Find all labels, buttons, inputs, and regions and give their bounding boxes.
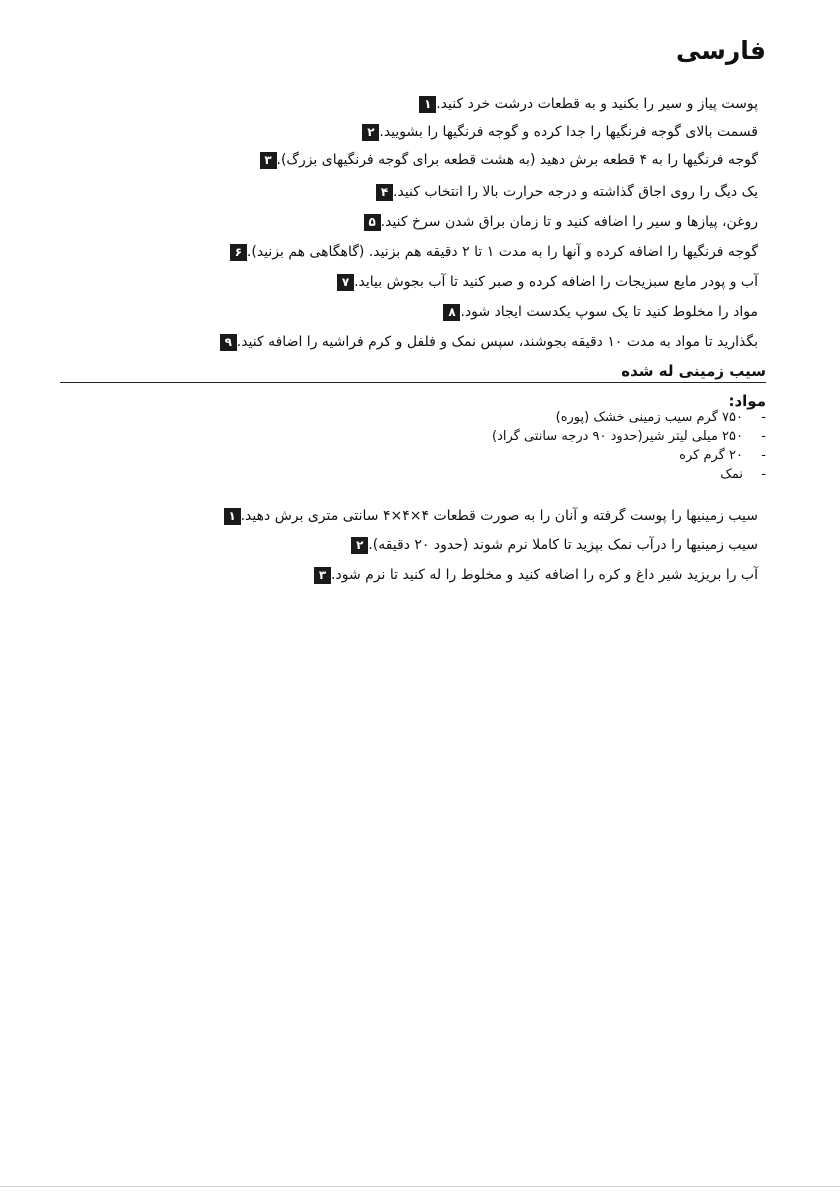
- ingredients-heading: مواد:: [728, 392, 766, 410]
- recipe1-step: [364, 212, 765, 232]
- ingredient-dash: -: [761, 448, 766, 463]
- ingredient-item: نمک: [720, 467, 743, 482]
- recipe1-step: [337, 272, 765, 292]
- recipe1-step: [419, 94, 765, 114]
- step-number-badge: ۳: [314, 567, 331, 584]
- ingredient-item: ۲۵۰ میلی لیتر شیر(حدود ۹۰ درجه سانتی گراد): [492, 429, 743, 444]
- ingredient-dash: -: [761, 429, 766, 444]
- step-text: قسمت بالای گوجه فرنگیها را جدا کرده و گوجه فرنگیها را بشویید.: [379, 124, 758, 140]
- step-number-badge: ۲: [362, 124, 379, 141]
- recipe2-step: [224, 506, 765, 526]
- recipe1-step: [443, 302, 765, 322]
- step-number-badge: ۱: [224, 508, 241, 525]
- ingredient-dash: -: [761, 467, 766, 482]
- ingredient-item: ۷۵۰ گرم سیب زمینی خشک (پوره): [555, 410, 743, 425]
- step-text: سیب زمینیها را پوست گرفته و آنان را به صورت قطعات ۴×۴×۴ سانتی متری برش دهید.: [240, 508, 758, 524]
- step-text: مواد را مخلوط کنید تا یک سوپ یکدست ایجاد شود.: [460, 304, 758, 320]
- section-divider: [60, 382, 766, 383]
- ingredient-dash: -: [761, 410, 766, 425]
- recipe1-step: [220, 332, 765, 352]
- step-number-badge: ۹: [220, 334, 237, 351]
- page-bottom-rule: [0, 1186, 840, 1187]
- recipe2-step: [351, 535, 765, 555]
- step-text: آب و پودر مایع سبزیجات را اضافه کرده و صبر کنید تا آب بجوش بیاید.: [354, 274, 758, 290]
- step-text: گوجه فرنگیها را اضافه کرده و آنها را به مدت ۱ تا ۲ دقیقه هم بزنید. (گاهگاهی هم بزنید).: [246, 244, 758, 260]
- step-number-badge: ۸: [443, 304, 460, 321]
- step-text: آب را بریزید شیر داغ و کره را اضافه کنید و مخلوط را له کنید تا نرم شود.: [331, 567, 758, 583]
- recipe1-step: [230, 242, 765, 262]
- step-text: پوست پیاز و سیر را بکنید و به قطعات درشت خرد کنید.: [436, 96, 758, 112]
- step-number-badge: ۳: [260, 152, 277, 169]
- step-text: روغن، پیازها و سیر را اضافه کنید و تا زمان براق شدن سرخ کنید.: [380, 214, 758, 230]
- step-number-badge: ۷: [337, 274, 354, 291]
- step-text: یک دیگ را روی اجاق گذاشته و درجه حرارت بالا را انتخاب کنید.: [393, 184, 758, 200]
- step-number-badge: ۵: [364, 214, 381, 231]
- step-number-badge: ۱: [419, 96, 436, 113]
- step-text: بگذارید تا مواد به مدت ۱۰ دقیقه بجوشند، سپس نمک و فلفل و کرم فراشیه را اضافه کنید.: [236, 334, 758, 350]
- section-heading: سیب زمینی له شده: [621, 362, 766, 380]
- step-number-badge: ۶: [230, 244, 247, 261]
- recipe1-step: [260, 150, 766, 170]
- step-number-badge: ۴: [376, 184, 393, 201]
- step-number-badge: ۲: [351, 537, 368, 554]
- recipe1-step: [376, 182, 765, 202]
- ingredient-item: ۲۰ گرم کره: [679, 448, 743, 463]
- step-text: سیب زمینیها را درآب نمک بپزید تا کاملا نرم شوند (حدود ۲۰ دقیقه).: [368, 537, 758, 553]
- recipe2-step: [314, 565, 765, 585]
- step-text: گوجه فرنگیها را به ۴ قطعه برش دهید (به هشت قطعه برای گوجه فرنگیهای بزرگ).: [276, 152, 758, 168]
- language-title: فارسی: [675, 36, 766, 65]
- recipe1-step: [362, 122, 765, 142]
